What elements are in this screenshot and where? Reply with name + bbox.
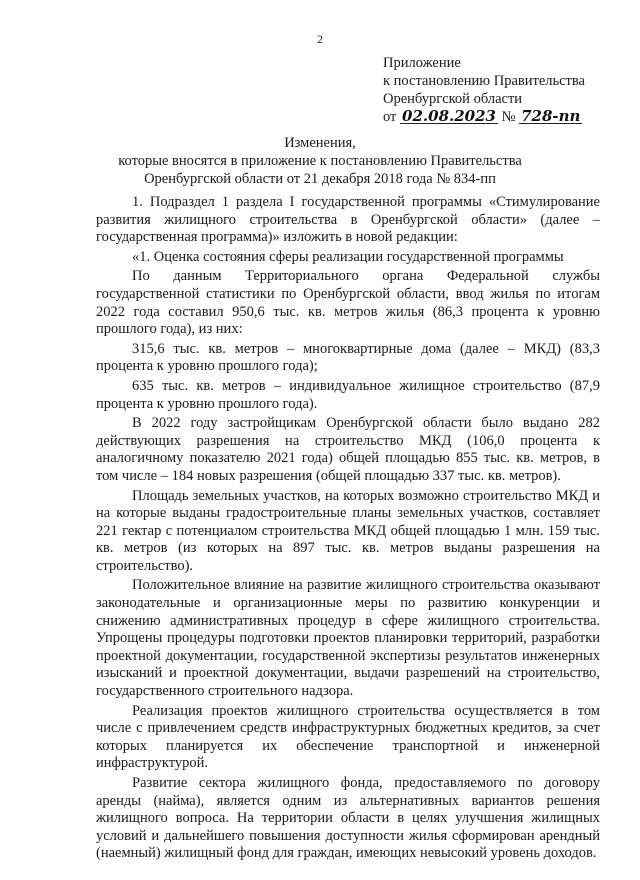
handwritten-number: 728-пп (521, 107, 581, 125)
paragraph-mkd: 315,6 тыс. кв. метров – многоквартирные дома (далее – МКД) (83,3 процента к уровню прошлого года); (96, 340, 600, 375)
paragraph-housing-input: По данным Территориального органа Федеральной службы государственной статистики по Оренбургской области, ввод жилья по итогам 2022 года составил 950,6 тыс. кв. метров жилья (86,3 процента к уровню прошлого года), из них: (96, 268, 600, 338)
title-line-2: которые вносятся в приложение к постановлению Правительства (118, 153, 522, 169)
appendix-header (383, 54, 585, 126)
paragraph-individual: 635 тыс. кв. метров – индивидуальное жилищное строительство (87,9 процента к уровню прошлого года). (96, 377, 600, 412)
appendix-region: Оренбургской области (383, 91, 523, 107)
paragraph-land: Площадь земельных участков, на которых возможно строительство МКД и на которые выданы градостроительные планы земельных участков, составляет 221 гектар с потенциалом строительства МКД общей площадью 1 млн. 159 тыс. кв. метров (из которых на 897 тыс. кв. метров выданы разрешения на строительство). (96, 487, 600, 574)
paragraph-rental: Развитие сектора жилищного фонда, предоставляемого по договору аренды (найма), является одним из альтернативных вариантов решения жилищного вопроса. На территории области в целях улучшения жилищных условий и дальнейшего повышения доступности жилья сформирован арендный (наемный) жилищный фонд для граждан, имеющих невысокий уровень доходов. (96, 775, 600, 862)
appendix-reference: к постановлению Правительства (383, 73, 585, 89)
section-heading: «1. Оценка состояния сферы реализации государственной программы (132, 248, 564, 265)
number-prefix: № (501, 109, 516, 125)
handwritten-date: 02.08.2023 (402, 107, 496, 125)
document-body (96, 194, 600, 863)
page-number: 2 (317, 32, 323, 46)
date-prefix: от (383, 109, 397, 125)
document-title (0, 134, 640, 188)
paragraph-projects: Реализация проектов жилищного строительства осуществляется в том числе с привлечением средств инфраструктурных бюджетных кредитов, за счет которых планируется их обеспечение транспортной и инженерной инфраструктурой. (96, 702, 600, 772)
title-line-3: Оренбургской области от 21 декабря 2018 года № 834-пп (144, 171, 496, 187)
paragraph-permits: В 2022 году застройщикам Оренбургской области было выдано 282 действующих разрешения на строительство МКД (106,0 процента к аналогичному показателю 2021 года) общей площадью 855 тыс. кв. метров, в том числе – 184 новых разрешения (общей площадью 337 тыс. кв. метров). (96, 415, 600, 484)
paragraph-measures: Положительное влияние на развитие жилищного строительства оказывают законодательные и организационные меры по развитию конкуренции и снижению административных процедур в сфере жилищного строительства. Упрощены процедуры подготовки проектов планировки территорий, разработки проектной документации, государственной экспертизы результатов инженерных изысканий и проектной документации, выдачи разрешений на строительство, государственного строительного надзора. (96, 577, 600, 700)
title-line-1: Изменения, (284, 135, 356, 151)
appendix-date-line (383, 108, 585, 126)
appendix-title: Приложение (383, 55, 461, 71)
paragraph-1: 1. Подраздел 1 раздела I государственной программы «Стимулирование развития жилищного строительства в Оренбургской области» (далее – государственная программа)» изложить в новой редакции: (96, 194, 600, 246)
